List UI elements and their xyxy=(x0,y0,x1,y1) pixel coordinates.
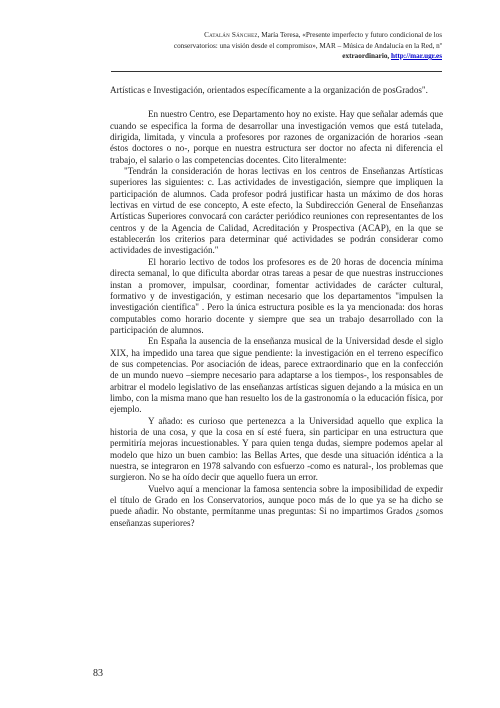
header-link[interactable]: http://mar.ugr.es xyxy=(391,52,442,60)
running-header xyxy=(102,30,442,62)
header-author: Catalán Sánchez xyxy=(204,31,258,39)
header-line-3 xyxy=(102,51,442,62)
paragraph: Vuelvo aquí a mencionar la famosa sentencia sobre la imposibilidad de expedir el título de Grado en los Conservatorios, aunque poco más de lo que ya se ha dicho se puede añadir. No obstante, permítanme unas preguntas: Si no impartimos Grados ¿somos enseñanzas superiores? xyxy=(110,483,443,528)
paragraph-continued: Artísticas e Investigación, orientados específicamente a la organización de posGrados". xyxy=(110,85,428,95)
header-line-2: conservatorios: una visión desde el compromiso», MAR – Música de Andalucía en la Red, nº xyxy=(173,41,442,50)
block-quote: "Tendrán la consideración de horas lectivas en los centros de Enseñanzas Artísticas superiores las siguientes: c. Las actividades de investigación, siempre que impliquen la participación de alumnos. Cada profesor podrá justificar hasta un máximo de dos horas lectivas en virtud de ese concepto, A este efecto, la Subdirección General de Enseñanzas Artísticas Superiores convocará con carácter periódico reuniones con representantes de los centros y de la Agencia de Calidad, Acreditación y Prospectiva (ACAP), en la que se establecerán los criterios para determinar qué actividades se podrán considerar como actividades de investigación." xyxy=(110,166,443,256)
header-line-1 xyxy=(102,30,442,41)
paragraph: En nuestro Centro, ese Departamento hoy no existe. Hay que señalar además que cuando se especifica la forma de desarrollar una investigación vemos que está tutelada, dirigida, limitada, y vincula a profesores por razones de organización de horarios -sean éstos doctores o no-, porque en nuestra estructura ser doctor no afecta ni diferencia el trabajo, el salario o las competencias docentes. Cito literalmente: xyxy=(110,109,443,165)
header-title-start: , María Teresa, «Presente imperfecto y futuro condicional de los xyxy=(257,31,442,39)
page-number: 83 xyxy=(93,668,103,679)
article-body xyxy=(110,85,443,529)
paragraph: El horario lectivo de todos los profesores es de 20 horas de docencia mínima directa semanal, lo que dificulta abordar otras tareas a pesar de que nuestras instrucciones instan a promover, impulsar, coordinar, fomentar actividades de carácter cultural, formativo y de investigación, y estiman necesario que los departamentos "impulsen la investigación científica" . Pero la única estructura posible es la ya mencionada: dos horas computables como horario docente y siempre que sea un trabajo desarrollado con la participación de alumnos. xyxy=(110,256,443,335)
paragraph: Y añado: es curioso que pertenezca a la Universidad aquello que explica la historia de una cosa, y que la cosa en sí esté fuera, sin participar en una estructura que permitiría mejoras incuestionables. Y para quien tenga dudas, siempre podemos apelar al modelo que hizo un buen cambio: las Bellas Artes, que desde una situación idéntica a la nuestra, se integraron en 1978 salvando con esfuerzo -como es natural-, los problemas que surgieron. No se ha oído decir que aquello fuera un error. xyxy=(110,415,443,483)
header-edition: extraordinario, xyxy=(342,52,390,60)
header-divider xyxy=(111,71,442,72)
paragraph: En España la ausencia de la enseñanza musical de la Universidad desde el siglo XIX, ha impedido una tarea que sigue pendiente: la investigación en el terreno específico de sus competencias. Por asociación de ideas, parece extraordinario que en la confección de un mundo nuevo –siempre necesario para adaptarse a los tiempos-, los responsables de arbitrar el modelo legislativo de las enseñanzas artísticas siguen dejando a la música en un limbo, con la misma mano que han resuelto los de la gastronomía o la educación física, por ejemplo. xyxy=(110,336,443,415)
